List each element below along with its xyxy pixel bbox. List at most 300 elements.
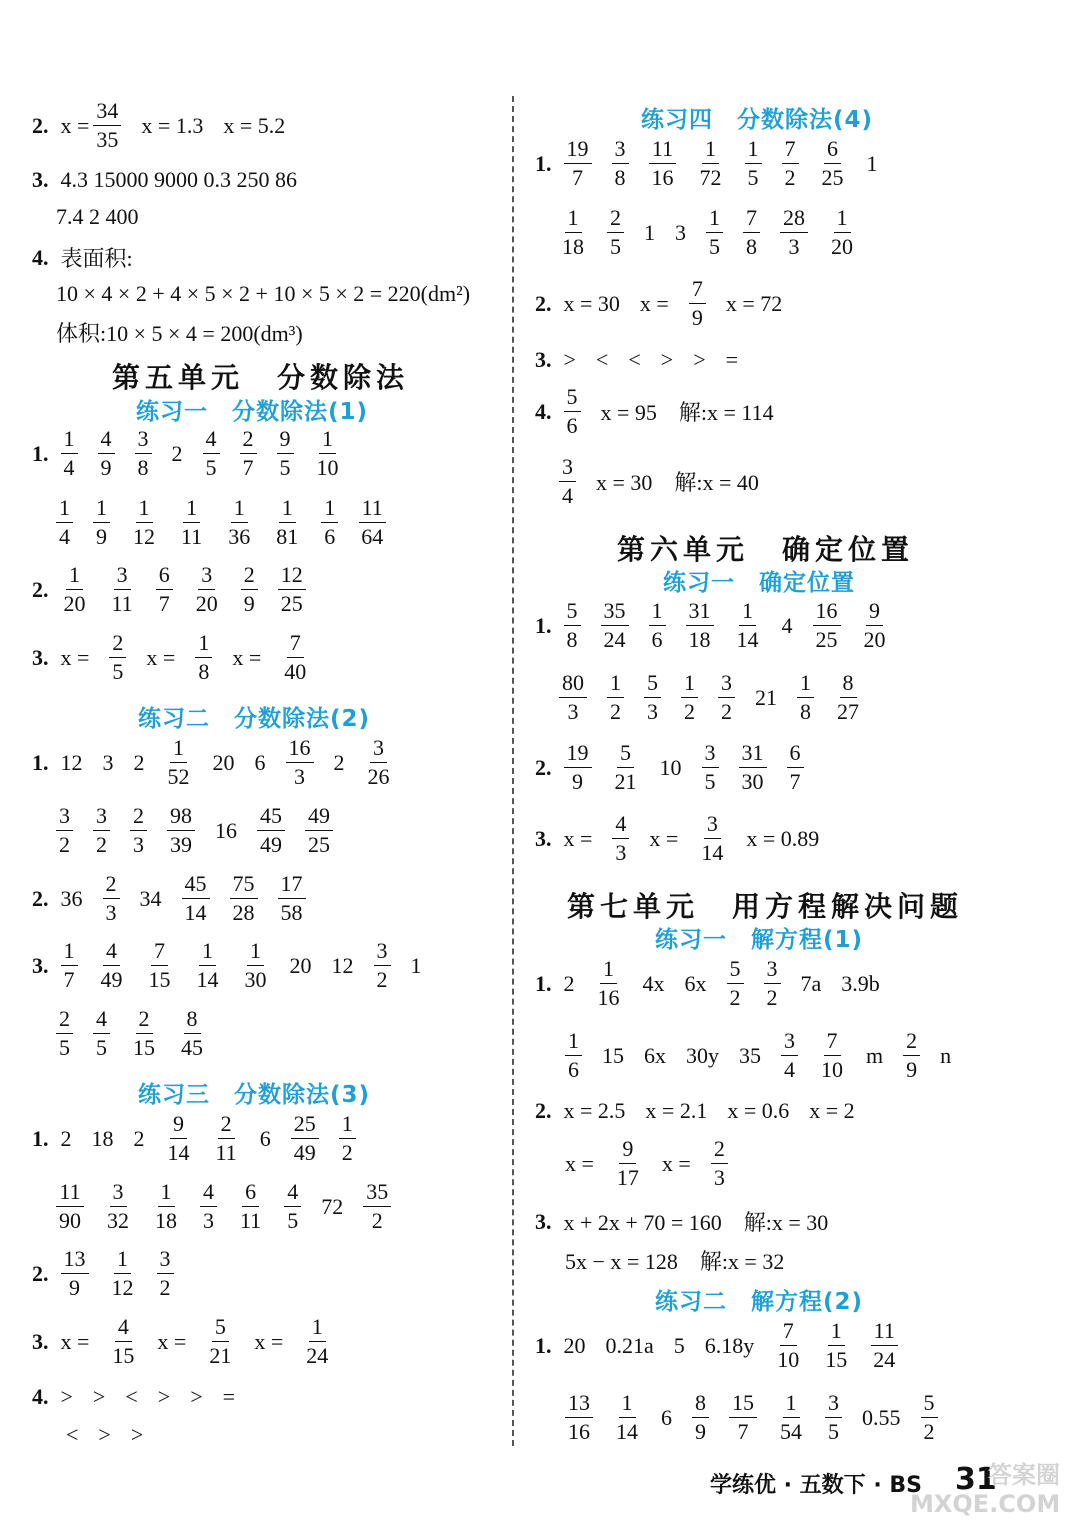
denominator: 3 [133,832,144,857]
numerator: 16 [813,600,841,626]
numerator: 7 [824,1030,841,1056]
answer-text: > [92,1384,106,1409]
numerator: 2 [56,1008,73,1034]
answer-text: 20 [289,952,312,978]
fraction [237,1181,264,1232]
answer-row [32,873,306,924]
fraction [564,600,581,651]
answer-text: x = 2.1 [645,1098,708,1123]
fraction [764,958,781,1009]
numerator: 4 [284,1181,301,1207]
numerator: 1 [339,1113,356,1139]
fraction [203,428,220,479]
answer-row [535,742,804,793]
numerator: 3 [612,138,629,164]
denominator: 2 [766,985,778,1010]
denominator: 2 [371,1208,383,1233]
denominator: 2 [784,165,796,190]
answer-text: > [60,1384,73,1409]
fraction [825,1392,842,1443]
fraction [782,138,799,189]
numerator: 1 [706,207,723,233]
fraction [870,1320,898,1371]
question-number: 3. [535,1208,552,1234]
numerator: 1 [183,497,200,523]
answer-text: m [866,1042,884,1068]
denominator: 25 [280,591,303,616]
numerator: 2 [109,632,126,658]
answer-text: 6.18y [704,1332,755,1358]
denominator: 4 [59,524,70,549]
fraction [363,1181,391,1232]
denominator: 6 [324,524,336,549]
numerator: 1 [619,1392,636,1418]
numerator: 80 [559,672,587,698]
denominator: 18 [155,1208,177,1233]
numerator: 7 [287,632,304,658]
question-number: 1. [32,440,49,466]
fraction [165,1113,193,1164]
fraction [828,207,856,258]
denominator: 10 [821,1057,843,1082]
fraction [165,737,193,788]
numerator: 1 [61,940,78,966]
numerator: 1 [158,1181,175,1207]
fraction [157,1248,174,1299]
numerator: 3 [110,1181,127,1207]
fraction [156,564,173,615]
question-number: 1. [32,1125,49,1151]
question-number: 4. [32,244,49,270]
denominator: 9 [572,769,583,794]
numerator: 5 [921,1392,938,1418]
fraction [861,600,889,651]
numerator: 13 [61,1248,89,1274]
denominator: 9 [691,305,703,330]
numerator: 3 [157,1248,174,1274]
exercise-title: 练习一 确定位置 [663,570,855,596]
denominator: 12 [133,524,155,549]
answer-text: < [66,1422,79,1447]
question-number: 4. [535,398,552,424]
numerator: 35 [601,600,629,626]
page-number: 31 [955,1462,997,1497]
fraction [109,1316,137,1367]
fraction [281,632,309,683]
answer-text: 6 [254,749,266,775]
numerator: 1 [195,632,212,658]
fraction [743,207,760,258]
question-number: 2. [535,754,552,780]
denominator: 2 [96,832,107,857]
numerator: 1 [199,940,216,966]
numerator: 4 [115,1316,132,1342]
question-number: 2. [32,885,49,911]
numerator: 5 [212,1316,229,1342]
fraction [130,1008,158,1059]
numerator: 2 [103,873,120,899]
fraction [242,940,270,991]
fraction [93,497,110,548]
fraction [813,600,841,651]
answer-row [32,242,133,273]
denominator: 40 [284,659,307,684]
denominator: 2 [923,1419,935,1444]
answer-row [32,167,297,193]
answer-text: = [222,1384,236,1409]
answer-text: x = [565,1150,594,1176]
numerator: 1 [61,428,78,454]
answer-text: 35 [739,1042,761,1068]
fraction [613,1392,641,1443]
answer-row [32,564,306,615]
denominator: 52 [167,764,190,789]
numerator: 2 [241,564,258,590]
fraction [321,497,338,548]
denominator: 8 [614,165,626,190]
denominator: 15 [825,1347,848,1372]
numerator: 7 [151,940,168,966]
numerator: 5 [564,600,581,626]
exercise-title: 练习四 分数除法(4) [641,107,874,133]
answer-row [535,958,880,1009]
denominator: 9 [69,1275,80,1300]
denominator: 25 [308,832,330,857]
fraction [559,672,587,723]
numerator: 3 [56,805,73,831]
answer-row [535,347,738,373]
answer-text: 20 [212,749,235,775]
answer-row [565,1392,938,1443]
column-divider [512,96,514,1446]
numerator: 1 [828,1320,845,1346]
denominator: 3 [203,1208,214,1233]
denominator: 4 [562,483,573,508]
answer-text: x = 0.89 [746,825,820,851]
answer-text: < [595,347,609,372]
answer-text: 72 [321,1193,344,1219]
numerator: 9 [619,1138,636,1164]
denominator: 5 [96,1035,107,1060]
question-number: 2. [535,290,552,316]
numerator: 6 [242,1181,259,1207]
answer-row [56,805,333,856]
fraction [559,456,576,507]
answer-text: 5x − x = 128 解:x = 32 [565,1249,785,1274]
fraction [564,742,592,793]
fraction [56,497,73,548]
fraction [921,1392,938,1443]
numerator: 1 [565,1030,582,1056]
fraction [774,1320,802,1371]
numerator: 11 [871,1320,898,1346]
fraction [56,1008,73,1059]
numerator: 19 [564,742,592,768]
denominator: 32 [107,1208,129,1233]
answer-row [32,1384,235,1410]
answer-text: x = 95 解:x = 114 [600,400,774,425]
denominator: 2 [159,1275,171,1300]
fraction [98,940,126,991]
denominator: 3 [105,900,117,925]
denominator: 7 [158,591,170,616]
answer-text: x = [60,1328,90,1354]
answer-text: 4x [642,970,665,996]
fraction [607,672,624,723]
numerator: 7 [782,138,799,164]
answer-row [535,1206,828,1237]
answer-row [535,1098,855,1124]
fraction [93,805,110,856]
question-number: 1. [535,1332,552,1358]
numerator: 1 [739,600,756,626]
answer-text: 0.55 [862,1404,901,1430]
numerator: 1 [797,672,814,698]
fraction [109,632,126,683]
exercise-title: 练习二 分数除法(2) [138,706,371,732]
numerator: 11 [56,1181,83,1207]
denominator: 6 [651,627,663,652]
numerator: 4 [93,1008,110,1034]
fraction [200,1181,217,1232]
denominator: 14 [736,627,759,652]
denominator: 36 [228,524,251,549]
answer-text: 12 [331,952,354,978]
fraction [822,1320,850,1371]
answer-row [32,1248,174,1299]
denominator: 11 [240,1208,262,1233]
answer-text: 7.4 2 400 [56,204,139,229]
denominator: 5 [59,1035,70,1060]
answer-row [565,1030,951,1081]
denominator: 49 [260,832,282,857]
denominator: 16 [597,985,620,1010]
numerator: 3 [135,428,152,454]
answer-row [535,813,819,864]
denominator: 14 [184,900,207,925]
question-number: 4. [32,1384,49,1409]
denominator: 4 [63,455,75,480]
fraction [718,672,735,723]
denominator: 14 [196,967,219,992]
fraction [745,138,762,189]
fraction [225,497,253,548]
answer-text: 6 [661,1404,672,1430]
answer-row [535,600,889,651]
fraction [291,1113,319,1164]
fraction [711,1138,728,1189]
denominator: 45 [181,1035,203,1060]
numerator: 1 [834,207,851,233]
denominator: 7 [737,1419,749,1444]
fraction [182,873,210,924]
denominator: 3 [567,699,579,724]
denominator: 24 [873,1347,896,1372]
answer-text: 36 [60,885,83,911]
answer-text: > [98,1422,111,1447]
fraction [284,1181,301,1232]
numerator: 2 [607,207,624,233]
numerator: 1 [56,497,73,523]
answer-text: 5 [673,1332,685,1358]
numerator: 1 [114,1248,131,1274]
answer-text: < [628,347,641,372]
answer-text: x = [60,644,90,670]
fraction [777,1392,805,1443]
answer-text: 2 [171,440,183,466]
denominator: 15 [148,967,171,992]
fraction [365,737,393,788]
answer-text: 3 [102,749,114,775]
denominator: 27 [837,699,859,724]
fraction [564,138,592,189]
question-number: 3. [32,1328,49,1354]
fraction [61,940,78,991]
numerator: 1 [565,207,582,233]
fraction [706,207,723,258]
numerator: 9 [277,428,294,454]
answer-text: 体积:10 × 5 × 4 = 200(dm³) [56,321,303,346]
answer-row [66,1422,143,1448]
answer-row [535,278,782,329]
denominator: 6 [566,413,578,438]
numerator: 3 [825,1392,842,1418]
numerator: 5 [727,958,744,984]
answer-text: 2 [60,1125,72,1151]
denominator: 5 [205,455,217,480]
unit-6-title: 第六单元 确定位置 [617,533,915,566]
exercise-title: 练习一 分数除法(1) [136,399,369,425]
denominator: 49 [100,967,123,992]
answer-row [56,281,470,307]
denominator: 18 [688,627,711,652]
numerator: 45 [182,873,210,899]
fraction [146,940,174,991]
denominator: 24 [603,627,626,652]
numerator: 9 [866,600,883,626]
answer-text: > [660,347,674,372]
numerator: 1 [170,737,187,763]
fraction [903,1030,920,1081]
fraction [241,564,258,615]
numerator: 3 [702,742,719,768]
numerator: 1 [309,1316,326,1342]
fraction [314,428,342,479]
answer-text: 6 [259,1125,271,1151]
denominator: 7 [63,967,75,992]
denominator: 90 [59,1208,81,1233]
answer-text: x = 30 解:x = 40 [596,470,759,495]
answer-text: x = 5.2 [223,112,286,138]
answer-text: x = [146,644,176,670]
answer-text: x = 72 [725,290,783,316]
denominator: 21 [614,769,637,794]
numerator: 1 [745,138,762,164]
denominator: 14 [701,840,724,865]
book-footer: 学练优 · 五数下 · BS [710,1473,922,1498]
answer-row [56,1181,391,1232]
denominator: 3 [713,1165,725,1190]
denominator: 28 [232,900,255,925]
denominator: 14 [616,1419,638,1444]
numerator: 19 [564,138,592,164]
numerator: 6 [824,138,841,164]
denominator: 7 [789,769,801,794]
answer-row [32,100,285,151]
answer-text: 6x [684,970,707,996]
answer-text: 21 [755,684,777,710]
numerator: 3 [114,564,131,590]
fraction [689,278,706,329]
numerator: 8 [692,1392,709,1418]
fraction [195,632,212,683]
denominator: 12 [111,1275,134,1300]
denominator: 8 [198,659,210,684]
denominator: 3 [294,764,305,789]
fraction [286,737,314,788]
numerator: 3 [718,672,735,698]
answer-text: 1 [866,150,878,176]
answer-row [32,737,393,788]
fraction [614,1138,642,1189]
numerator: 1 [783,1392,800,1418]
fraction [130,805,147,856]
fraction [834,672,862,723]
denominator: 35 [96,127,119,152]
numerator: 5 [564,386,581,412]
answer-row [559,672,862,723]
fraction [56,805,73,856]
denominator: 2 [341,1140,353,1165]
denominator: 30 [741,769,764,794]
denominator: 20 [63,591,86,616]
fraction [98,428,115,479]
fraction [130,497,158,548]
numerator: 11 [359,497,386,523]
exercise-title: 练习一 解方程(1) [655,927,864,953]
numerator: 4 [200,1181,217,1207]
fraction [305,805,333,856]
fraction [56,1181,84,1232]
fraction [278,873,306,924]
fraction [178,1008,206,1059]
denominator: 5 [112,659,124,684]
fraction [729,1392,757,1443]
numerator: 3 [370,737,387,763]
fraction [739,742,767,793]
numerator: 8 [184,1008,201,1034]
numerator: 16 [286,737,314,763]
fraction [681,672,698,723]
answer-text: n [940,1042,952,1068]
fraction [649,138,677,189]
denominator: 2 [721,699,732,724]
answer-text: 1 [644,219,655,245]
numerator: 7 [689,278,706,304]
denominator: 17 [616,1165,639,1190]
fraction [727,958,744,1009]
denominator: 7 [572,165,583,190]
denominator: 2 [684,699,695,724]
denominator: 2 [729,985,741,1010]
denominator: 8 [800,699,811,724]
fraction [612,138,629,189]
exercise-title: 练习二 解方程(2) [655,1289,864,1315]
denominator: 58 [280,900,303,925]
numerator: 1 [319,428,336,454]
answer-row [535,386,774,437]
numerator: 6 [156,564,173,590]
